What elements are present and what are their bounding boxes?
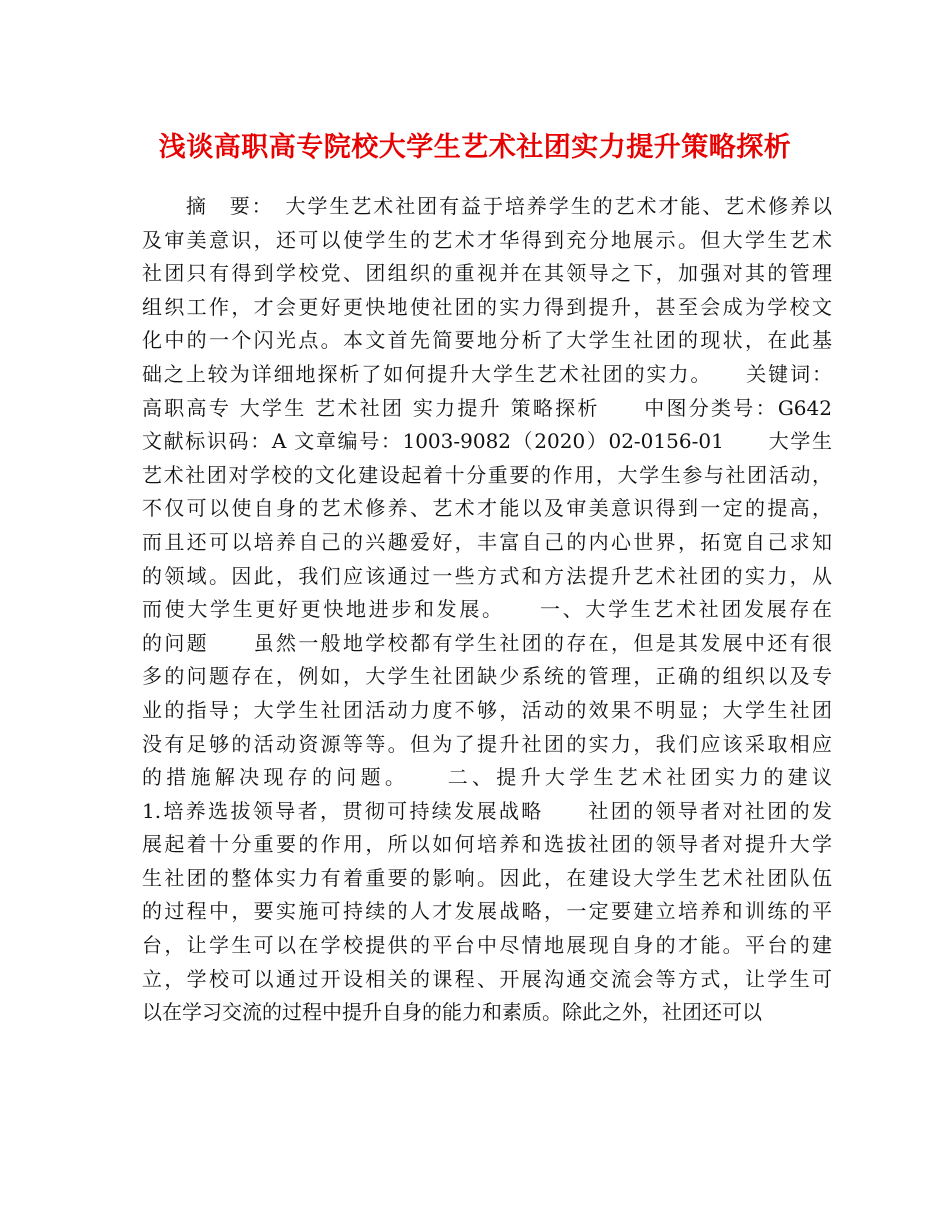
body-line: 艺术社团对学校的文化建设起着十分重要的作用，大学生参与社团活动， bbox=[142, 462, 832, 487]
body-line: 社团只有得到学校党、团组织的重视并在其领导之下，加强对其的管理 bbox=[142, 261, 832, 286]
body-line: 1.培养选拔领导者，贯彻可持续发展战略 社团的领导者对社团的发 bbox=[142, 798, 832, 823]
body-line: 化中的一个闪光点。本文首先简要地分析了大学生社团的现状，在此基 bbox=[142, 328, 832, 353]
body-line: 础之上较为详细地探析了如何提升大学生艺术社团的实力。 关键词： bbox=[142, 361, 832, 386]
body-line: 摘 要： 大学生艺术社团有益于培养学生的艺术才能、艺术修养以 bbox=[142, 194, 832, 218]
body-line: 业的指导；大学生社团活动力度不够，活动的效果不明显；大学生社团 bbox=[142, 697, 832, 722]
body-line: 而且还可以培养自己的兴趣爱好，丰富自己的内心世界，拓宽自己求知 bbox=[142, 529, 832, 554]
body-line: 多的问题存在，例如，大学生社团缺少系统的管理，正确的组织以及专 bbox=[142, 664, 832, 689]
body-line: 的过程中，要实施可持续的人才发展战略，一定要建立培养和训练的平 bbox=[142, 899, 832, 924]
body-line: 而使大学生更好更快地进步和发展。 一、大学生艺术社团发展存在 bbox=[142, 597, 832, 622]
body-line: 及审美意识，还可以使学生的艺术才华得到充分地展示。但大学生艺术 bbox=[142, 227, 832, 252]
body-line: 没有足够的活动资源等等。但为了提升社团的实力，我们应该采取相应 bbox=[142, 731, 832, 756]
body-line: 组织工作，才会更好更快地使社团的实力得到提升，甚至会成为学校文 bbox=[142, 294, 832, 319]
body-line: 不仅可以使自身的艺术修养、艺术才能以及审美意识得到一定的提高， bbox=[142, 496, 832, 521]
body-line: 以在学习交流的过程中提升自身的能力和素质。除此之外，社团还可以 bbox=[142, 1000, 762, 1025]
body-line: 的措施解决现存的问题。 二、提升大学生艺术社团实力的建议 bbox=[142, 765, 832, 790]
body-line: 高职高专 大学生 艺术社团 实力提升 策略探析 中图分类号：G642 bbox=[142, 395, 832, 420]
document-body bbox=[142, 190, 832, 1030]
body-line: 生社团的整体实力有着重要的影响。因此，在建设大学生艺术社团队伍 bbox=[142, 865, 832, 890]
body-line: 的问题 虽然一般地学校都有学生社团的存在，但是其发展中还有很 bbox=[142, 630, 832, 655]
body-line: 立，学校可以通过开设相关的课程、开展沟通交流会等方式，让学生可 bbox=[142, 966, 832, 991]
body-line: 台，让学生可以在学校提供的平台中尽情地展现自身的才能。平台的建 bbox=[142, 933, 832, 958]
body-line: 展起着十分重要的作用，所以如何培养和选拔社团的领导者对提升大学 bbox=[142, 832, 832, 857]
document-title: 浅谈高职高专院校大学生艺术社团实力提升策略探析 bbox=[158, 132, 792, 163]
body-line: 文献标识码：A 文章编号：1003-9082（2020）02-0156-01 大学生 bbox=[142, 429, 832, 454]
body-line: 的领域。因此，我们应该通过一些方式和方法提升艺术社团的实力，从 bbox=[142, 563, 832, 588]
